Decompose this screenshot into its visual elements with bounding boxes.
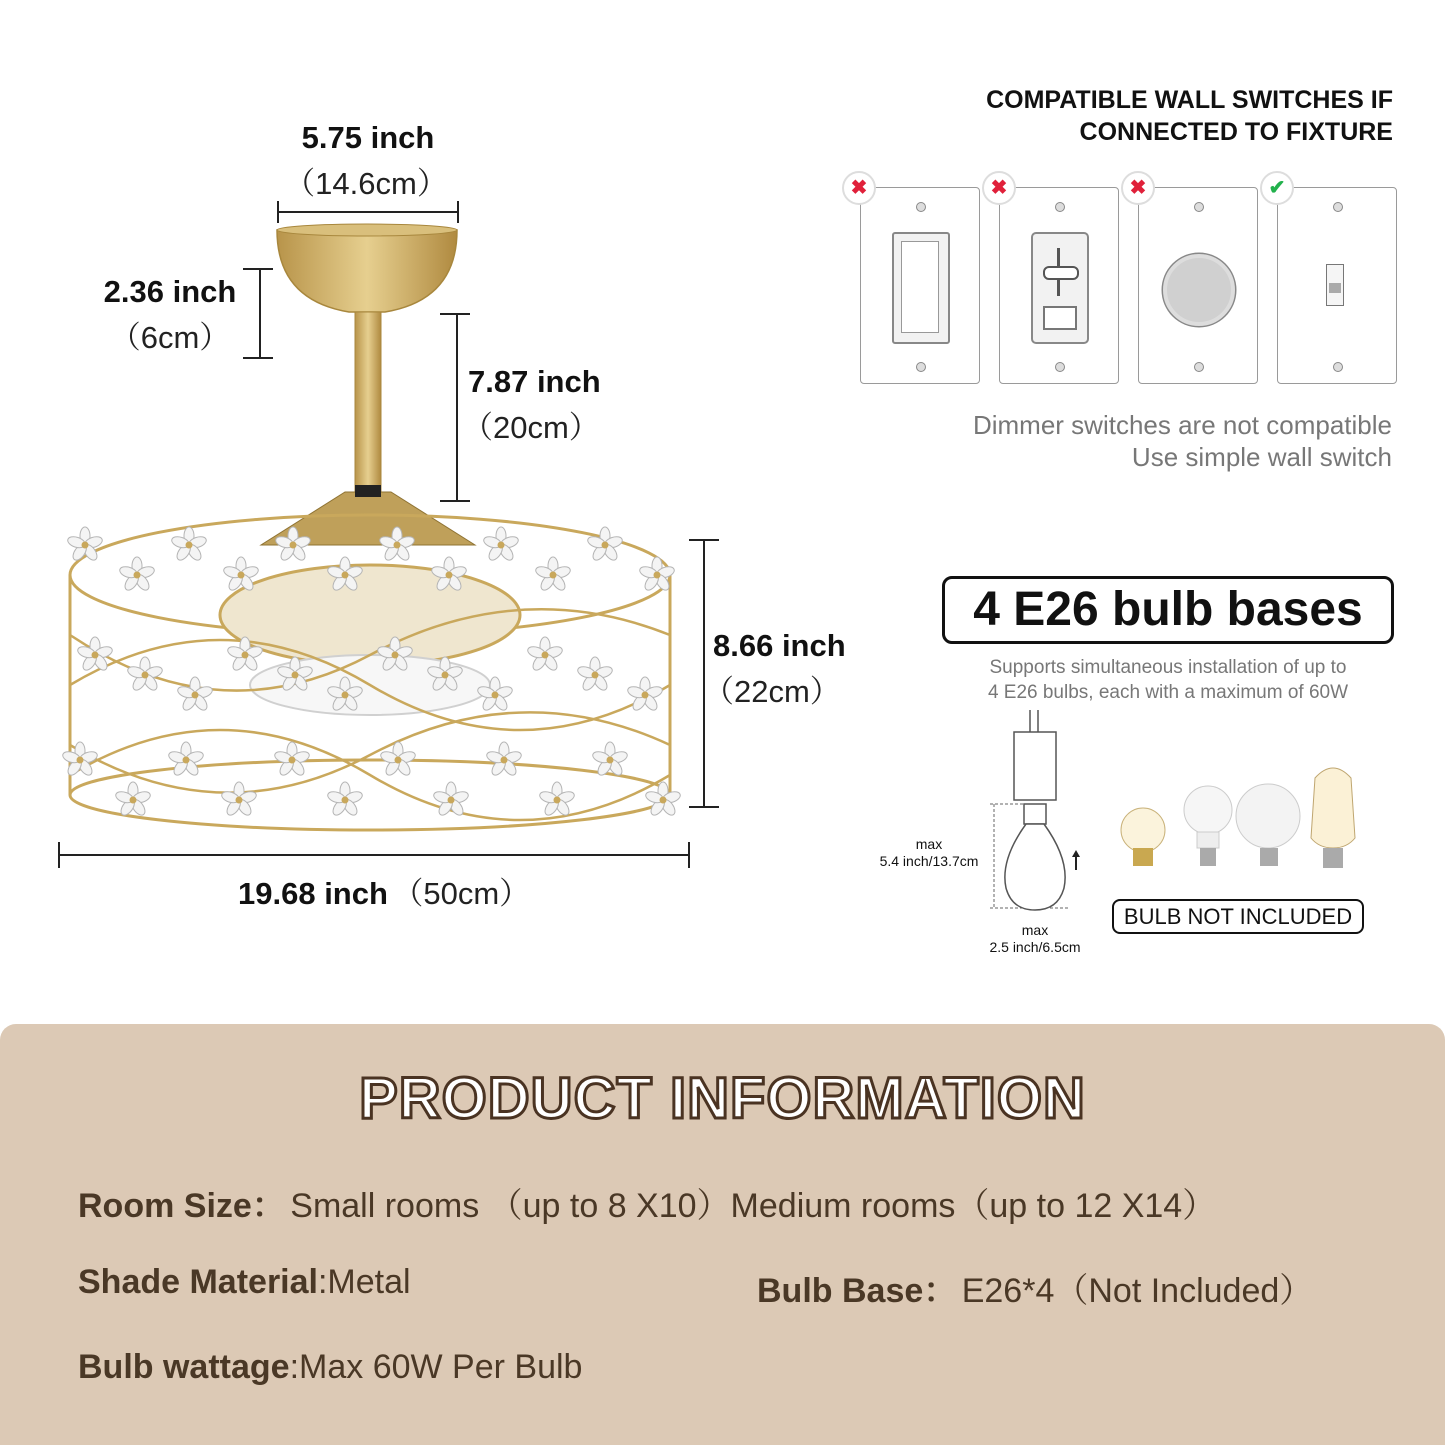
- rotary-dimmer-icon: [1163, 254, 1235, 326]
- switch-note-line1: Dimmer switches are not compatible: [972, 410, 1392, 440]
- rocker-switch-icon: [892, 232, 950, 344]
- reject-icon: ✖: [842, 171, 876, 205]
- switch-rotary-dimmer: [1138, 187, 1258, 384]
- canopy-height-imperial: 2.36 inch: [103, 274, 237, 309]
- shade-material-row: [78, 1263, 411, 1302]
- top-width-line: [278, 211, 458, 213]
- room-size-label: Room Size：: [78, 1187, 286, 1225]
- switch-note-line2: Use simple wall switch: [1131, 442, 1392, 472]
- screw-icon: [1194, 362, 1204, 372]
- screw-icon: [916, 362, 926, 372]
- switches-title: [986, 84, 1393, 148]
- diameter-imperial: 19.68 inch: [238, 876, 388, 911]
- downrod-line: [456, 313, 458, 501]
- switch-note: [973, 409, 1392, 473]
- screw-icon: [1194, 202, 1204, 212]
- bulb-bases-heading: 4 E26 bulb bases: [942, 576, 1394, 644]
- room-size-row: [78, 1178, 1216, 1227]
- switch-toggle: [1277, 187, 1397, 384]
- diameter-line: [58, 854, 690, 856]
- bulb-base-value: E26*4（Not Included）: [961, 1272, 1314, 1310]
- screw-icon: [916, 202, 926, 212]
- bulb-wattage-row: [78, 1348, 582, 1387]
- max-height-word: max: [915, 836, 943, 852]
- shade-material-value: :Metal: [317, 1263, 411, 1301]
- bulb-size-diagram-icon: [990, 710, 1090, 920]
- shade-material-label: Shade Material: [78, 1263, 318, 1301]
- toggle-switch-icon: [1326, 264, 1344, 306]
- diameter-label: [238, 868, 530, 913]
- body-height-imperial: 8.66 inch: [713, 628, 846, 663]
- max-width-word: max: [1021, 922, 1049, 938]
- bulb-not-included-badge: BULB NOT INCLUDED: [1112, 899, 1364, 934]
- diameter-metric: （50cm）: [392, 876, 531, 911]
- check-icon: ✔: [1260, 171, 1294, 205]
- product-info-title: PRODUCT INFORMATION: [359, 1066, 1086, 1131]
- switch-slide-dimmer: [999, 187, 1119, 384]
- bulb-wattage-value: :Max 60W Per Bulb: [289, 1348, 583, 1386]
- screw-icon: [1055, 362, 1065, 372]
- top-width-metric: （14.6cm）: [284, 166, 448, 201]
- bulb-wattage-label: Bulb wattage: [78, 1348, 290, 1386]
- max-width-label: [968, 922, 1102, 956]
- switches-title-line1: COMPATIBLE WALL SWITCHES IF: [986, 86, 1393, 114]
- canopy-height-metric: （6cm）: [109, 320, 231, 355]
- bulb-description: [942, 655, 1394, 705]
- top-width-imperial: 5.75 inch: [301, 120, 435, 155]
- slide-dimmer-icon: [1031, 232, 1089, 344]
- body-height-metric: （22cm）: [703, 674, 841, 709]
- downrod-metric: （20cm）: [462, 410, 600, 445]
- switch-rocker: [860, 187, 980, 384]
- room-size-value: Small rooms （up to 8 X10）Medium rooms（up to 12 X14）: [290, 1187, 1217, 1225]
- max-height-label: [862, 836, 996, 870]
- switches-title-line2: CONNECTED TO FIXTURE: [1079, 118, 1393, 146]
- example-bulbs-icon: [1115, 758, 1375, 873]
- screw-icon: [1333, 362, 1343, 372]
- bulb-base-row: [757, 1263, 1313, 1312]
- max-width-value: 2.5 inch/6.5cm: [989, 939, 1081, 955]
- screw-icon: [1333, 202, 1343, 212]
- screw-icon: [1055, 202, 1065, 212]
- bulb-desc-line1: Supports simultaneous installation of up to: [989, 657, 1347, 678]
- max-height-value: 5.4 inch/13.7cm: [879, 853, 979, 869]
- reject-icon: ✖: [1121, 171, 1155, 205]
- reject-icon: ✖: [982, 171, 1016, 205]
- downrod-imperial: 7.87 inch: [468, 364, 601, 399]
- bulb-base-label: Bulb Base：: [757, 1272, 958, 1310]
- bulb-desc-line2: 4 E26 bulbs, each with a maximum of 60W: [987, 682, 1349, 703]
